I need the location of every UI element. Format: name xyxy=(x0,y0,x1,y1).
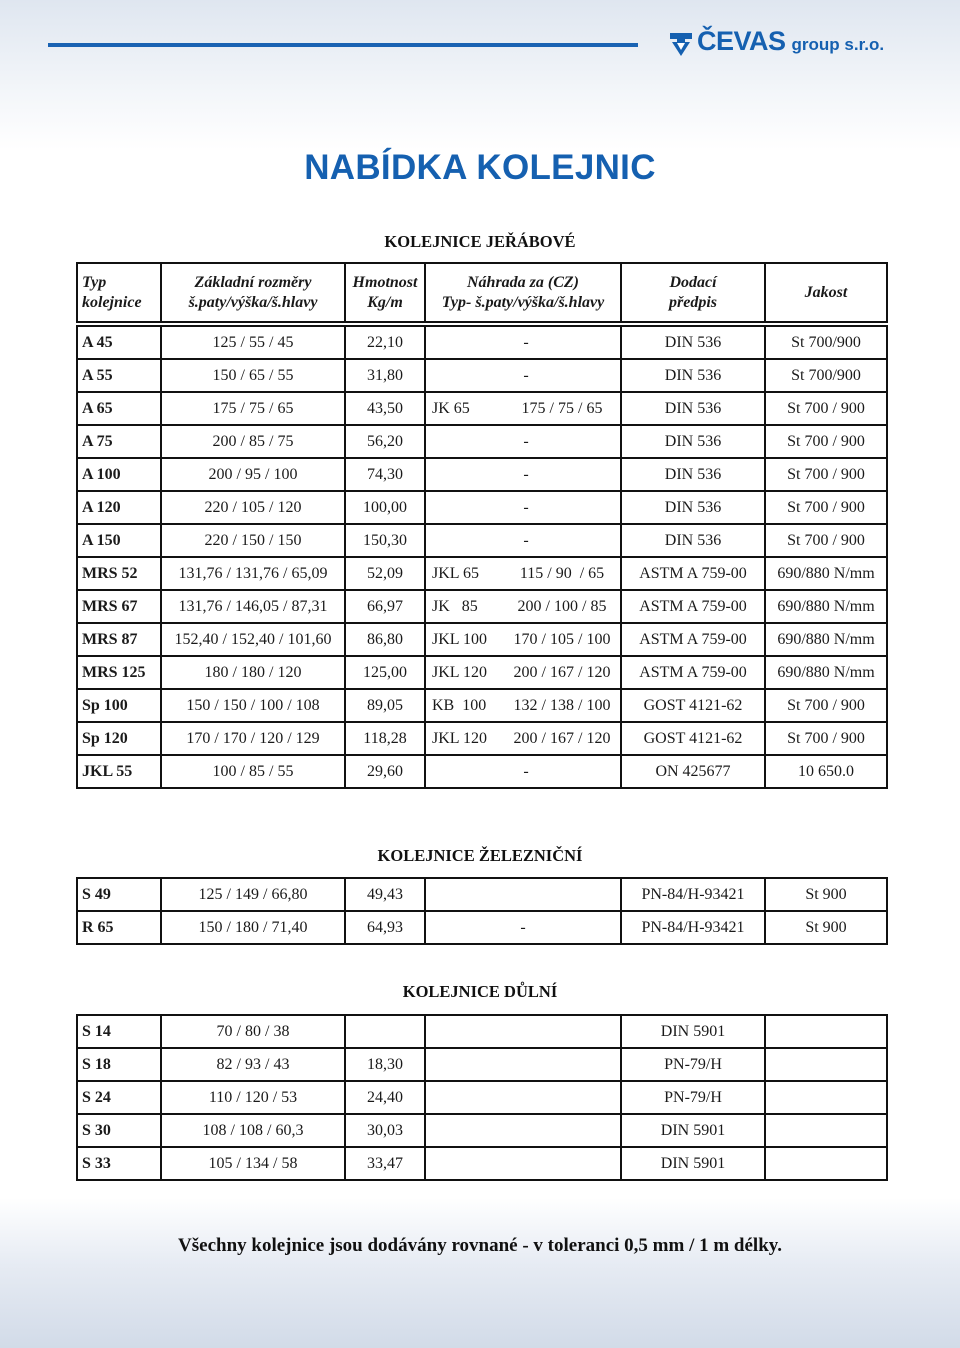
cell-typ: S 30 xyxy=(77,1114,161,1147)
logo-subtitle: group s.r.o. xyxy=(791,35,885,54)
cell-nahrada xyxy=(425,722,621,755)
cell-rozmery: 152,40 / 152,40 / 101,60 xyxy=(161,623,345,656)
table-row xyxy=(77,1114,887,1147)
cell-nahrada: - xyxy=(425,911,621,944)
nahrada-typ: KB 100 xyxy=(432,696,487,714)
cell-rozmery: 105 / 134 / 58 xyxy=(161,1147,345,1180)
cell-jakost: St 700 / 900 xyxy=(765,491,887,524)
cell-nahrada xyxy=(425,755,621,788)
cell-nahrada xyxy=(425,1015,621,1048)
cell-nahrada xyxy=(425,1081,621,1114)
cell-jakost: St 900 xyxy=(765,878,887,911)
cell-jakost: 690/880 N/mm xyxy=(765,623,887,656)
header-predpis-line2: předpis xyxy=(669,293,717,311)
cell-predpis: DIN 5901 xyxy=(621,1147,765,1180)
nahrada-typ: JKL 65 xyxy=(432,564,479,582)
header-hmotnost-line2: Kg/m xyxy=(367,293,403,311)
cell-jakost xyxy=(765,1048,887,1081)
nahrada-rozmery: 132 / 138 / 100 xyxy=(513,696,611,714)
cell-hmotnost: 29,60 xyxy=(345,755,425,788)
cell-nahrada xyxy=(425,1048,621,1081)
nahrada-rozmery: 200 / 167 / 120 xyxy=(513,729,611,747)
table-row xyxy=(77,425,887,458)
cell-typ: A 75 xyxy=(77,425,161,458)
cell-rozmery: 150 / 150 / 100 / 108 xyxy=(161,689,345,722)
table-row xyxy=(77,359,887,392)
header-rozmery xyxy=(161,263,345,324)
cell-rozmery: 110 / 120 / 53 xyxy=(161,1081,345,1114)
cell-hmotnost xyxy=(345,1015,425,1048)
mining-rails-table xyxy=(76,1014,888,1181)
nahrada-rozmery: - xyxy=(523,432,529,450)
header-jakost-line1: Jakost xyxy=(804,283,848,301)
nahrada-typ: JKL 120 xyxy=(432,729,487,747)
page-title: NABÍDKA KOLEJNIC xyxy=(304,148,656,187)
table-row xyxy=(77,458,887,491)
cell-hmotnost: 100,00 xyxy=(345,491,425,524)
cell-predpis: ASTM A 759-00 xyxy=(621,557,765,590)
cell-hmotnost: 24,40 xyxy=(345,1081,425,1114)
cell-rozmery: 125 / 55 / 45 xyxy=(161,324,345,359)
cell-predpis: ON 425677 xyxy=(621,755,765,788)
cell-rozmery: 220 / 105 / 120 xyxy=(161,491,345,524)
nahrada-group xyxy=(432,730,620,748)
cell-typ: Sp 100 xyxy=(77,689,161,722)
delivery-note: Všechny kolejnice jsou dodávány rovnané - v toleranci 0,5 mm / 1 m délky. xyxy=(178,1235,782,1256)
header-background xyxy=(0,0,960,150)
nahrada-group xyxy=(432,466,620,484)
cell-nahrada xyxy=(425,359,621,392)
cell-rozmery: 150 / 65 / 55 xyxy=(161,359,345,392)
cell-rozmery: 170 / 170 / 120 / 129 xyxy=(161,722,345,755)
crane-section-title: KOLEJNICE JEŘÁBOVÉ xyxy=(384,232,576,251)
cell-rozmery: 131,76 / 146,05 / 87,31 xyxy=(161,590,345,623)
table-row xyxy=(77,491,887,524)
cell-predpis: DIN 536 xyxy=(621,392,765,425)
cell-typ: S 33 xyxy=(77,1147,161,1180)
header-typ-line1: Typ xyxy=(82,273,107,291)
nahrada-group xyxy=(432,367,620,385)
header-predpis xyxy=(621,263,765,324)
cell-rozmery: 200 / 95 / 100 xyxy=(161,458,345,491)
cell-hmotnost: 66,97 xyxy=(345,590,425,623)
cell-hmotnost: 89,05 xyxy=(345,689,425,722)
cell-rozmery: 108 / 108 / 60,3 xyxy=(161,1114,345,1147)
table-row xyxy=(77,689,887,722)
cell-typ: A 65 xyxy=(77,392,161,425)
cell-jakost: St 700 / 900 xyxy=(765,524,887,557)
nahrada-rozmery: - xyxy=(523,498,529,516)
cell-nahrada xyxy=(425,878,621,911)
nahrada-group xyxy=(432,631,620,649)
cell-nahrada xyxy=(425,623,621,656)
header-hmotnost xyxy=(345,263,425,324)
cell-predpis: DIN 536 xyxy=(621,324,765,359)
table-row xyxy=(77,557,887,590)
table-row xyxy=(77,878,887,911)
nahrada-rozmery: - xyxy=(523,465,529,483)
table-row xyxy=(77,1015,887,1048)
header-hmotnost-line1: Hmotnost xyxy=(352,273,418,291)
cell-predpis: PN-84/H-93421 xyxy=(621,878,765,911)
table-row xyxy=(77,1048,887,1081)
nahrada-group xyxy=(432,334,620,352)
cell-rozmery: 150 / 180 / 71,40 xyxy=(161,911,345,944)
cevas-logo-icon xyxy=(668,30,694,58)
cell-predpis: PN-84/H-93421 xyxy=(621,911,765,944)
cell-predpis: DIN 536 xyxy=(621,524,765,557)
cell-predpis: DIN 536 xyxy=(621,458,765,491)
nahrada-group xyxy=(432,763,620,781)
header-predpis-line1: Dodací xyxy=(669,273,717,291)
cell-nahrada xyxy=(425,324,621,359)
cell-jakost xyxy=(765,1147,887,1180)
cell-predpis: ASTM A 759-00 xyxy=(621,623,765,656)
company-logo xyxy=(668,26,884,62)
nahrada-rozmery: 200 / 100 / 85 xyxy=(517,597,607,615)
mining-section-title: KOLEJNICE DŮLNÍ xyxy=(402,982,558,1001)
cell-rozmery: 200 / 85 / 75 xyxy=(161,425,345,458)
nahrada-group xyxy=(432,400,620,418)
cell-jakost: St 700 / 900 xyxy=(765,392,887,425)
cell-hmotnost: 30,03 xyxy=(345,1114,425,1147)
cell-typ: JKL 55 xyxy=(77,755,161,788)
cell-jakost: 690/880 N/mm xyxy=(765,590,887,623)
cell-predpis: ASTM A 759-00 xyxy=(621,656,765,689)
cell-typ: MRS 87 xyxy=(77,623,161,656)
cell-hmotnost: 43,50 xyxy=(345,392,425,425)
cell-hmotnost: 22,10 xyxy=(345,324,425,359)
cell-jakost: 690/880 N/mm xyxy=(765,557,887,590)
cell-typ: A 120 xyxy=(77,491,161,524)
table-header-row xyxy=(77,263,887,324)
cell-nahrada xyxy=(425,656,621,689)
nahrada-rozmery: - xyxy=(523,366,529,384)
cell-rozmery: 131,76 / 131,76 / 65,09 xyxy=(161,557,345,590)
railway-rails-table xyxy=(76,877,888,945)
cell-nahrada xyxy=(425,491,621,524)
cell-rozmery: 175 / 75 / 65 xyxy=(161,392,345,425)
cell-typ: S 49 xyxy=(77,878,161,911)
nahrada-group xyxy=(432,598,620,616)
crane-rails-table xyxy=(76,262,888,789)
nahrada-typ: JK 65 xyxy=(432,399,470,417)
cell-predpis: PN-79/H xyxy=(621,1048,765,1081)
cell-typ: MRS 125 xyxy=(77,656,161,689)
cell-typ: Sp 120 xyxy=(77,722,161,755)
cell-rozmery: 220 / 150 / 150 xyxy=(161,524,345,557)
cell-nahrada xyxy=(425,524,621,557)
cell-nahrada xyxy=(425,557,621,590)
cell-hmotnost: 52,09 xyxy=(345,557,425,590)
cell-rozmery: 70 / 80 / 38 xyxy=(161,1015,345,1048)
cell-nahrada xyxy=(425,425,621,458)
cell-hmotnost: 31,80 xyxy=(345,359,425,392)
header-typ-line2: kolejnice xyxy=(82,293,142,311)
cell-typ: A 55 xyxy=(77,359,161,392)
cell-hmotnost: 56,20 xyxy=(345,425,425,458)
table-row xyxy=(77,1081,887,1114)
cell-jakost: St 700 / 900 xyxy=(765,689,887,722)
cell-typ: MRS 67 xyxy=(77,590,161,623)
header-rozmery-line1: Základní rozměry xyxy=(194,273,312,291)
header-jakost xyxy=(765,263,887,324)
cell-rozmery: 125 / 149 / 66,80 xyxy=(161,878,345,911)
cell-hmotnost: 64,93 xyxy=(345,911,425,944)
nahrada-typ: JKL 100 xyxy=(432,630,487,648)
cell-nahrada xyxy=(425,1147,621,1180)
cell-predpis: DIN 5901 xyxy=(621,1015,765,1048)
nahrada-rozmery: 115 / 90 / 65 xyxy=(519,564,605,582)
cell-jakost: St 700/900 xyxy=(765,324,887,359)
table-row xyxy=(77,656,887,689)
header-rozmery-line2: š.paty/výška/š.hlavy xyxy=(188,293,318,311)
cell-nahrada xyxy=(425,689,621,722)
cell-typ: S 18 xyxy=(77,1048,161,1081)
cell-typ: S 14 xyxy=(77,1015,161,1048)
cell-jakost xyxy=(765,1081,887,1114)
cell-predpis: PN-79/H xyxy=(621,1081,765,1114)
cell-predpis: DIN 536 xyxy=(621,359,765,392)
table-row xyxy=(77,590,887,623)
table-row xyxy=(77,324,887,359)
header-rule xyxy=(48,43,638,47)
cell-typ: A 100 xyxy=(77,458,161,491)
table-row xyxy=(77,623,887,656)
table-row xyxy=(77,1147,887,1180)
cell-typ: R 65 xyxy=(77,911,161,944)
nahrada-group xyxy=(432,697,620,715)
nahrada-rozmery: 170 / 105 / 100 xyxy=(513,630,611,648)
nahrada-group xyxy=(432,565,620,583)
nahrada-rozmery: 200 / 167 / 120 xyxy=(513,663,611,681)
nahrada-rozmery: - xyxy=(523,531,529,549)
cell-jakost xyxy=(765,1114,887,1147)
cell-nahrada xyxy=(425,458,621,491)
cell-predpis: GOST 4121-62 xyxy=(621,722,765,755)
nahrada-typ: JK 85 xyxy=(432,597,478,615)
cell-jakost: St 700/900 xyxy=(765,359,887,392)
table-row xyxy=(77,911,887,944)
cell-predpis: DIN 5901 xyxy=(621,1114,765,1147)
nahrada-group xyxy=(432,532,620,550)
railway-section-title: KOLEJNICE ŽELEZNIČNÍ xyxy=(377,846,583,865)
cell-predpis: GOST 4121-62 xyxy=(621,689,765,722)
cell-predpis: ASTM A 759-00 xyxy=(621,590,765,623)
cell-rozmery: 180 / 180 / 120 xyxy=(161,656,345,689)
cell-jakost: St 900 xyxy=(765,911,887,944)
cell-hmotnost: 86,80 xyxy=(345,623,425,656)
cell-rozmery: 82 / 93 / 43 xyxy=(161,1048,345,1081)
cell-nahrada xyxy=(425,590,621,623)
nahrada-rozmery: - xyxy=(523,762,529,780)
nahrada-group xyxy=(432,499,620,517)
cell-typ: A 45 xyxy=(77,324,161,359)
cell-jakost: St 700 / 900 xyxy=(765,425,887,458)
table-row xyxy=(77,524,887,557)
cell-hmotnost: 74,30 xyxy=(345,458,425,491)
cell-hmotnost: 125,00 xyxy=(345,656,425,689)
cell-hmotnost: 18,30 xyxy=(345,1048,425,1081)
header-typ xyxy=(77,263,161,324)
table-row xyxy=(77,755,887,788)
cell-hmotnost: 118,28 xyxy=(345,722,425,755)
cell-typ: MRS 52 xyxy=(77,557,161,590)
cell-typ: S 24 xyxy=(77,1081,161,1114)
header-nahrada xyxy=(425,263,621,324)
nahrada-group xyxy=(432,664,620,682)
cell-hmotnost: 49,43 xyxy=(345,878,425,911)
cell-nahrada xyxy=(425,392,621,425)
cell-typ: A 150 xyxy=(77,524,161,557)
nahrada-rozmery: - xyxy=(523,333,529,351)
cell-jakost xyxy=(765,1015,887,1048)
table-row xyxy=(77,722,887,755)
cell-nahrada xyxy=(425,1114,621,1147)
header-nahrada-line2: Typ- š.paty/výška/š.hlavy xyxy=(441,293,605,311)
cell-hmotnost: 33,47 xyxy=(345,1147,425,1180)
cell-rozmery: 100 / 85 / 55 xyxy=(161,755,345,788)
cell-hmotnost: 150,30 xyxy=(345,524,425,557)
cell-predpis: DIN 536 xyxy=(621,425,765,458)
cell-jakost: 690/880 N/mm xyxy=(765,656,887,689)
nahrada-rozmery: 175 / 75 / 65 xyxy=(521,399,603,417)
table-row xyxy=(77,392,887,425)
nahrada-typ: JKL 120 xyxy=(432,663,487,681)
nahrada-group xyxy=(432,433,620,451)
cell-jakost: St 700 / 900 xyxy=(765,722,887,755)
cell-jakost: 10 650.0 xyxy=(765,755,887,788)
cell-predpis: DIN 536 xyxy=(621,491,765,524)
logo-wordmark: ČEVAS xyxy=(697,26,786,56)
cell-jakost: St 700 / 900 xyxy=(765,458,887,491)
footer-background xyxy=(0,1198,960,1348)
header-nahrada-line1: Náhrada za (CZ) xyxy=(466,273,579,291)
